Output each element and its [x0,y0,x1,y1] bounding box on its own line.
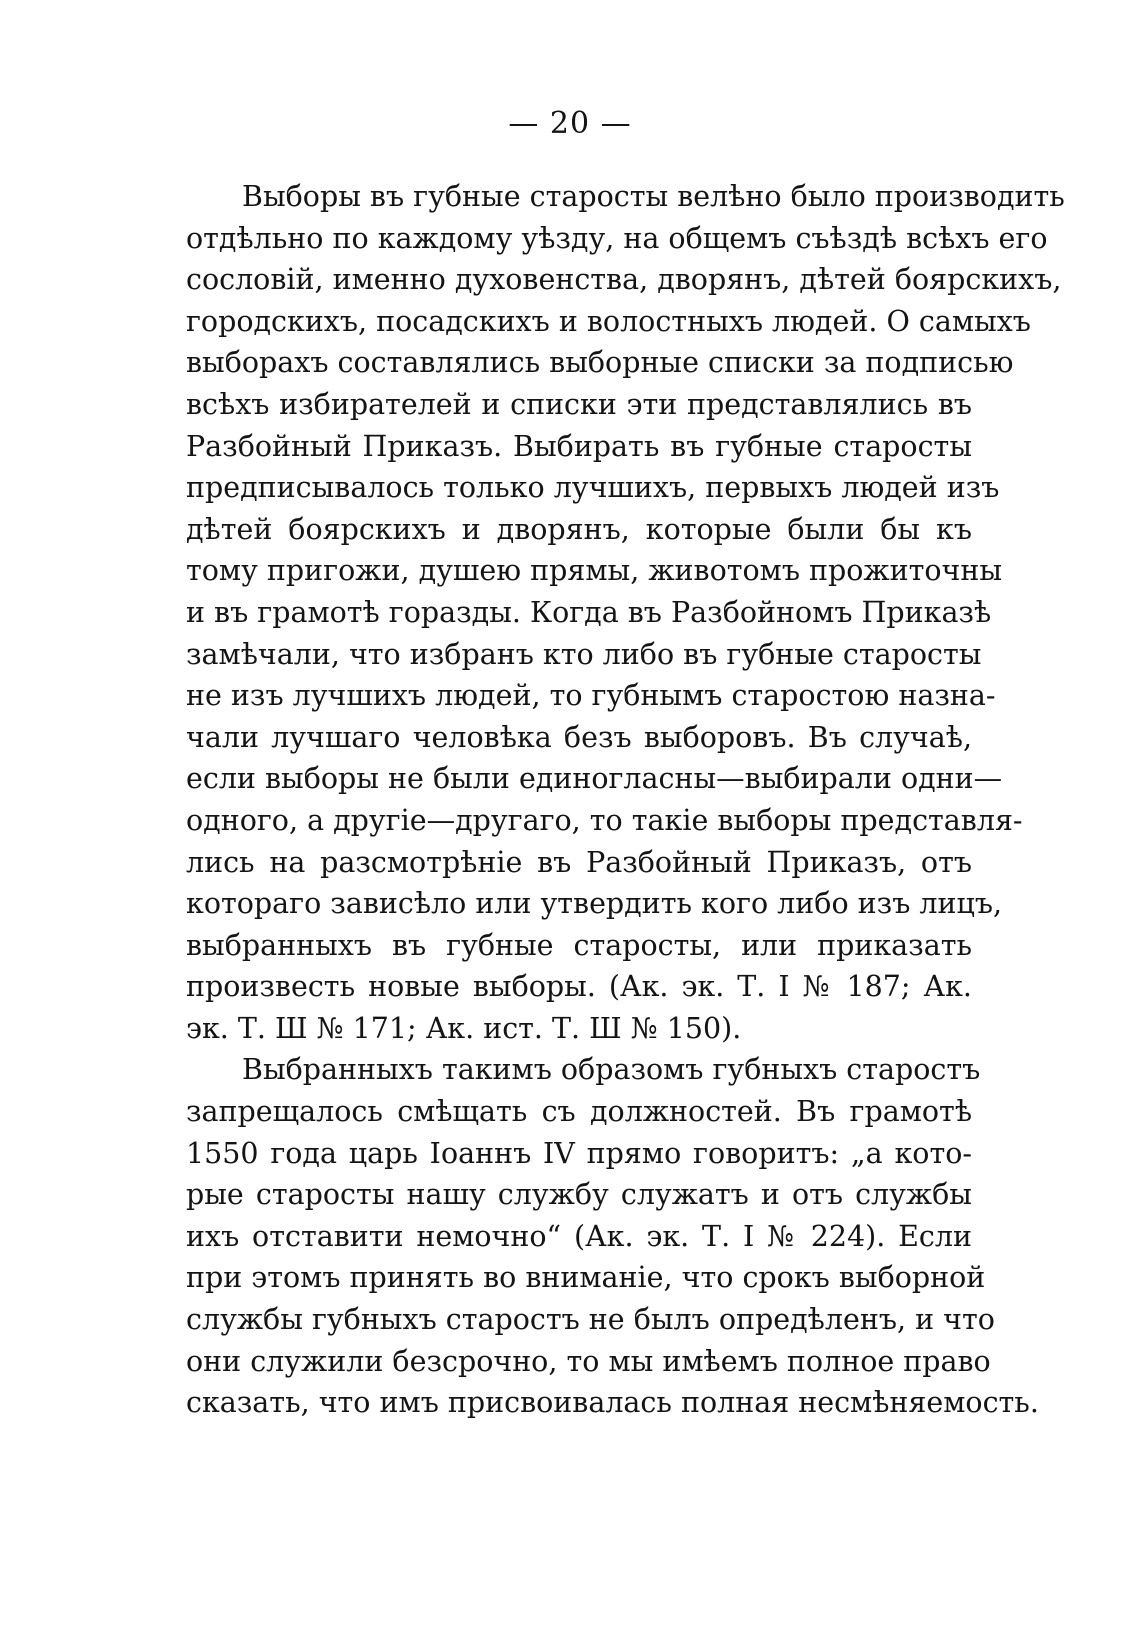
text-line: сословій, именно духовенства, дворянъ, дѣтей боярскихъ, [186,263,1062,297]
body-text [186,176,1065,1424]
paragraph-1 [186,176,1065,1049]
text-line: замѣчали, что избранъ кто либо въ губные старосты [186,637,982,671]
text-line: они служили безсрочно, то мы имѣемъ полное право [186,1344,991,1378]
text-line: ихъ отставити немочно“ (Ак. эк. Т. I № 224). Если [186,1219,972,1253]
text-line: 1550 года царь Іоаннъ IV прямо говоритъ: „а кото- [186,1136,972,1170]
text-line: Разбойный Приказъ. Выбирать въ губные старосты [186,429,972,463]
text-line: произвесть новые выборы. (Ак. эк. Т. I № 187; Ак. [186,970,972,1004]
page-number: — 20 — [508,106,632,141]
text-line: Выбранныхъ такимъ образомъ губныхъ старостъ [242,1053,981,1087]
text-line: рые старосты нашу службу служатъ и отъ службы [186,1178,972,1212]
text-line: службы губныхъ старостъ не былъ опредѣленъ, и что [186,1303,995,1337]
text-line: и въ грамотѣ горазды. Когда въ Разбойномъ Приказѣ [186,595,992,629]
paragraph-2 [186,1049,1039,1423]
text-line: котораго зависѣло или утвердить кого либо изъ лицъ, [186,887,1003,921]
text-line: выборахъ составлялись выборные списки за подписью [186,346,1014,380]
text-line: выбранныхъ въ губные старосты, или приказать [186,928,972,962]
text-line: не изъ лучшихъ людей, то губнымъ старостою назна- [186,679,996,713]
text-line: запрещалось смѣщать съ должностей. Въ грамотѣ [186,1095,972,1129]
text-line: городскихъ, посадскихъ и волостныхъ людей. О самыхъ [186,304,1031,338]
text-line: чали лучшаго человѣка безъ выборовъ. Въ случаѣ, [186,720,972,754]
text-line: лись на разсмотрѣніе въ Разбойный Приказъ, отъ [186,845,972,879]
text-line: одного, а другіе—другаго, то такіе выборы представля- [186,803,1023,837]
text-line: дѣтей боярскихъ и дворянъ, которые были бы къ [186,512,972,546]
text-line: отдѣльно по каждому уѣзду, на общемъ съѣздѣ всѣхъ его [186,221,1048,255]
text-line: если выборы не были единогласны—выбирали одни— [186,762,1003,796]
text-line: эк. Т. Ш № 171; Ак. ист. Т. Ш № 150). [186,1011,742,1045]
text-line: тому пригожи, душею прямы, животомъ прожиточны [186,554,1003,588]
text-line: предписывалось только лучшихъ, первыхъ людей изъ [186,471,1000,505]
text-line: сказать, что имъ присвоивалась полная несмѣняемость. [186,1386,1039,1420]
text-line: Выборы въ губные старосты велѣно было производить [242,180,1065,213]
text-line: всѣхъ избирателей и списки эти представлялись въ [186,387,972,421]
text-line: при этомъ принять во вниманіе, что срокъ выборной [186,1261,986,1295]
